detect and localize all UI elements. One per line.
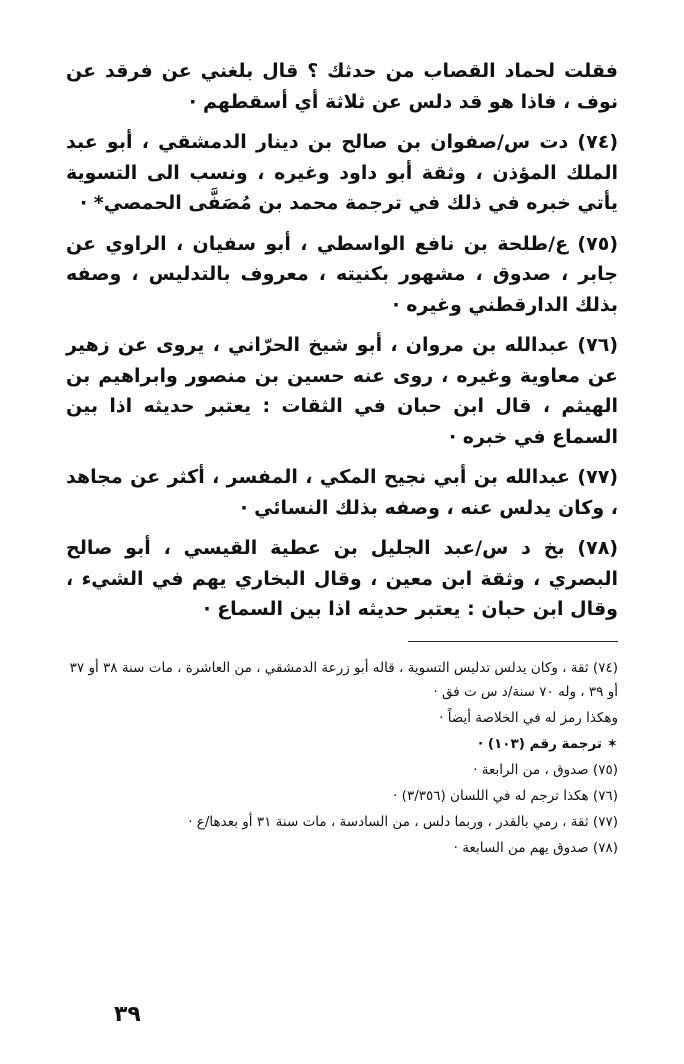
footnote-75: (٧٥) صدوق ، من الرابعة ·	[473, 761, 618, 778]
footnote-star: ✶ ترجمة رقم (١٠٣) ·	[478, 735, 618, 752]
footnote-divider	[408, 641, 618, 642]
entry-74: (٧٤) دت س/صفوان بن صالح بن دينار الدمشقي ، أبو عبد الملك المؤذن ، وثقة أبو داود وغيره ، ونسب الى التسوية يأتي خبره في ذلك في ترجمة محمد بن مُصَفَّى الحمصي* ·	[66, 131, 618, 214]
book-page	[66, 56, 618, 1044]
footnotes	[66, 656, 618, 860]
entry-76: (٧٦) عبدالله بن مروان ، أبو شيخ الحرّاني ، يروى عن زهير عن معاوية وغيره ، روى عنه حسين بن منصور وابراهيم بن الهيثم ، قال ابن حبان في الثقات : يعتبر حديثه اذا بين السماع في خبره ·	[66, 334, 618, 448]
footnote-74: (٧٤) ثقة ، وكان يدلس تدليس التسوية ، قاله أبو زرعة الدمشقي ، من العاشرة ، مات سنة ٣٨ أو ٣٧ أو ٣٩ ، وله ٧٠ سنة/د س ت فق ·	[69, 659, 618, 700]
entry-78: (٧٨) بخ د س/عبد الجليل بن عطية القيسي ، أبو صالح البصري ، وثقة ابن معين ، وقال البخاري يهم في الشيء ، وقال ابن حبان : يعتبر حديثه اذا بين السماع ·	[66, 537, 618, 620]
footnote-78: (٧٨) صدوق يهم من السابعة ·	[453, 839, 618, 856]
entry-75: (٧٥) ع/طلحة بن نافع الواسطي ، أبو سفيان ، الراوي عن جابر ، صدوق ، مشهور بكنيته ، معروف بالتدليس ، وصفه بذلك الدارقطني وغيره ·	[66, 232, 618, 316]
entry-77: (٧٧) عبدالله بن أبي نجيح المكي ، المفسر ، أكثر عن مجاهد ، وكان يدلس عنه ، وصفه بذلك النسائي ·	[66, 466, 618, 519]
footnote-77: (٧٧) ثقة ، رمي بالقدر ، وربما دلس ، من السادسة ، مات سنة ٣١ أو بعدها/ع ·	[188, 813, 618, 830]
main-text	[66, 56, 618, 625]
footnote-76: (٧٦) هكذا ترجم له في اللسان (٣/٣٥٦) ·	[393, 787, 618, 804]
page-number: ٣٩	[114, 1002, 141, 1027]
footnote-74-note: وهكذا رمز له في الخلاصة أيضاً ·	[439, 709, 618, 726]
paragraph-intro: فقلت لحماد القصاب من حدثك ؟ قال بلغني عن فرقد عن نوف ، فاذا هو قد دلس عن ثلاثة أي أسقطهم ·	[66, 60, 618, 113]
